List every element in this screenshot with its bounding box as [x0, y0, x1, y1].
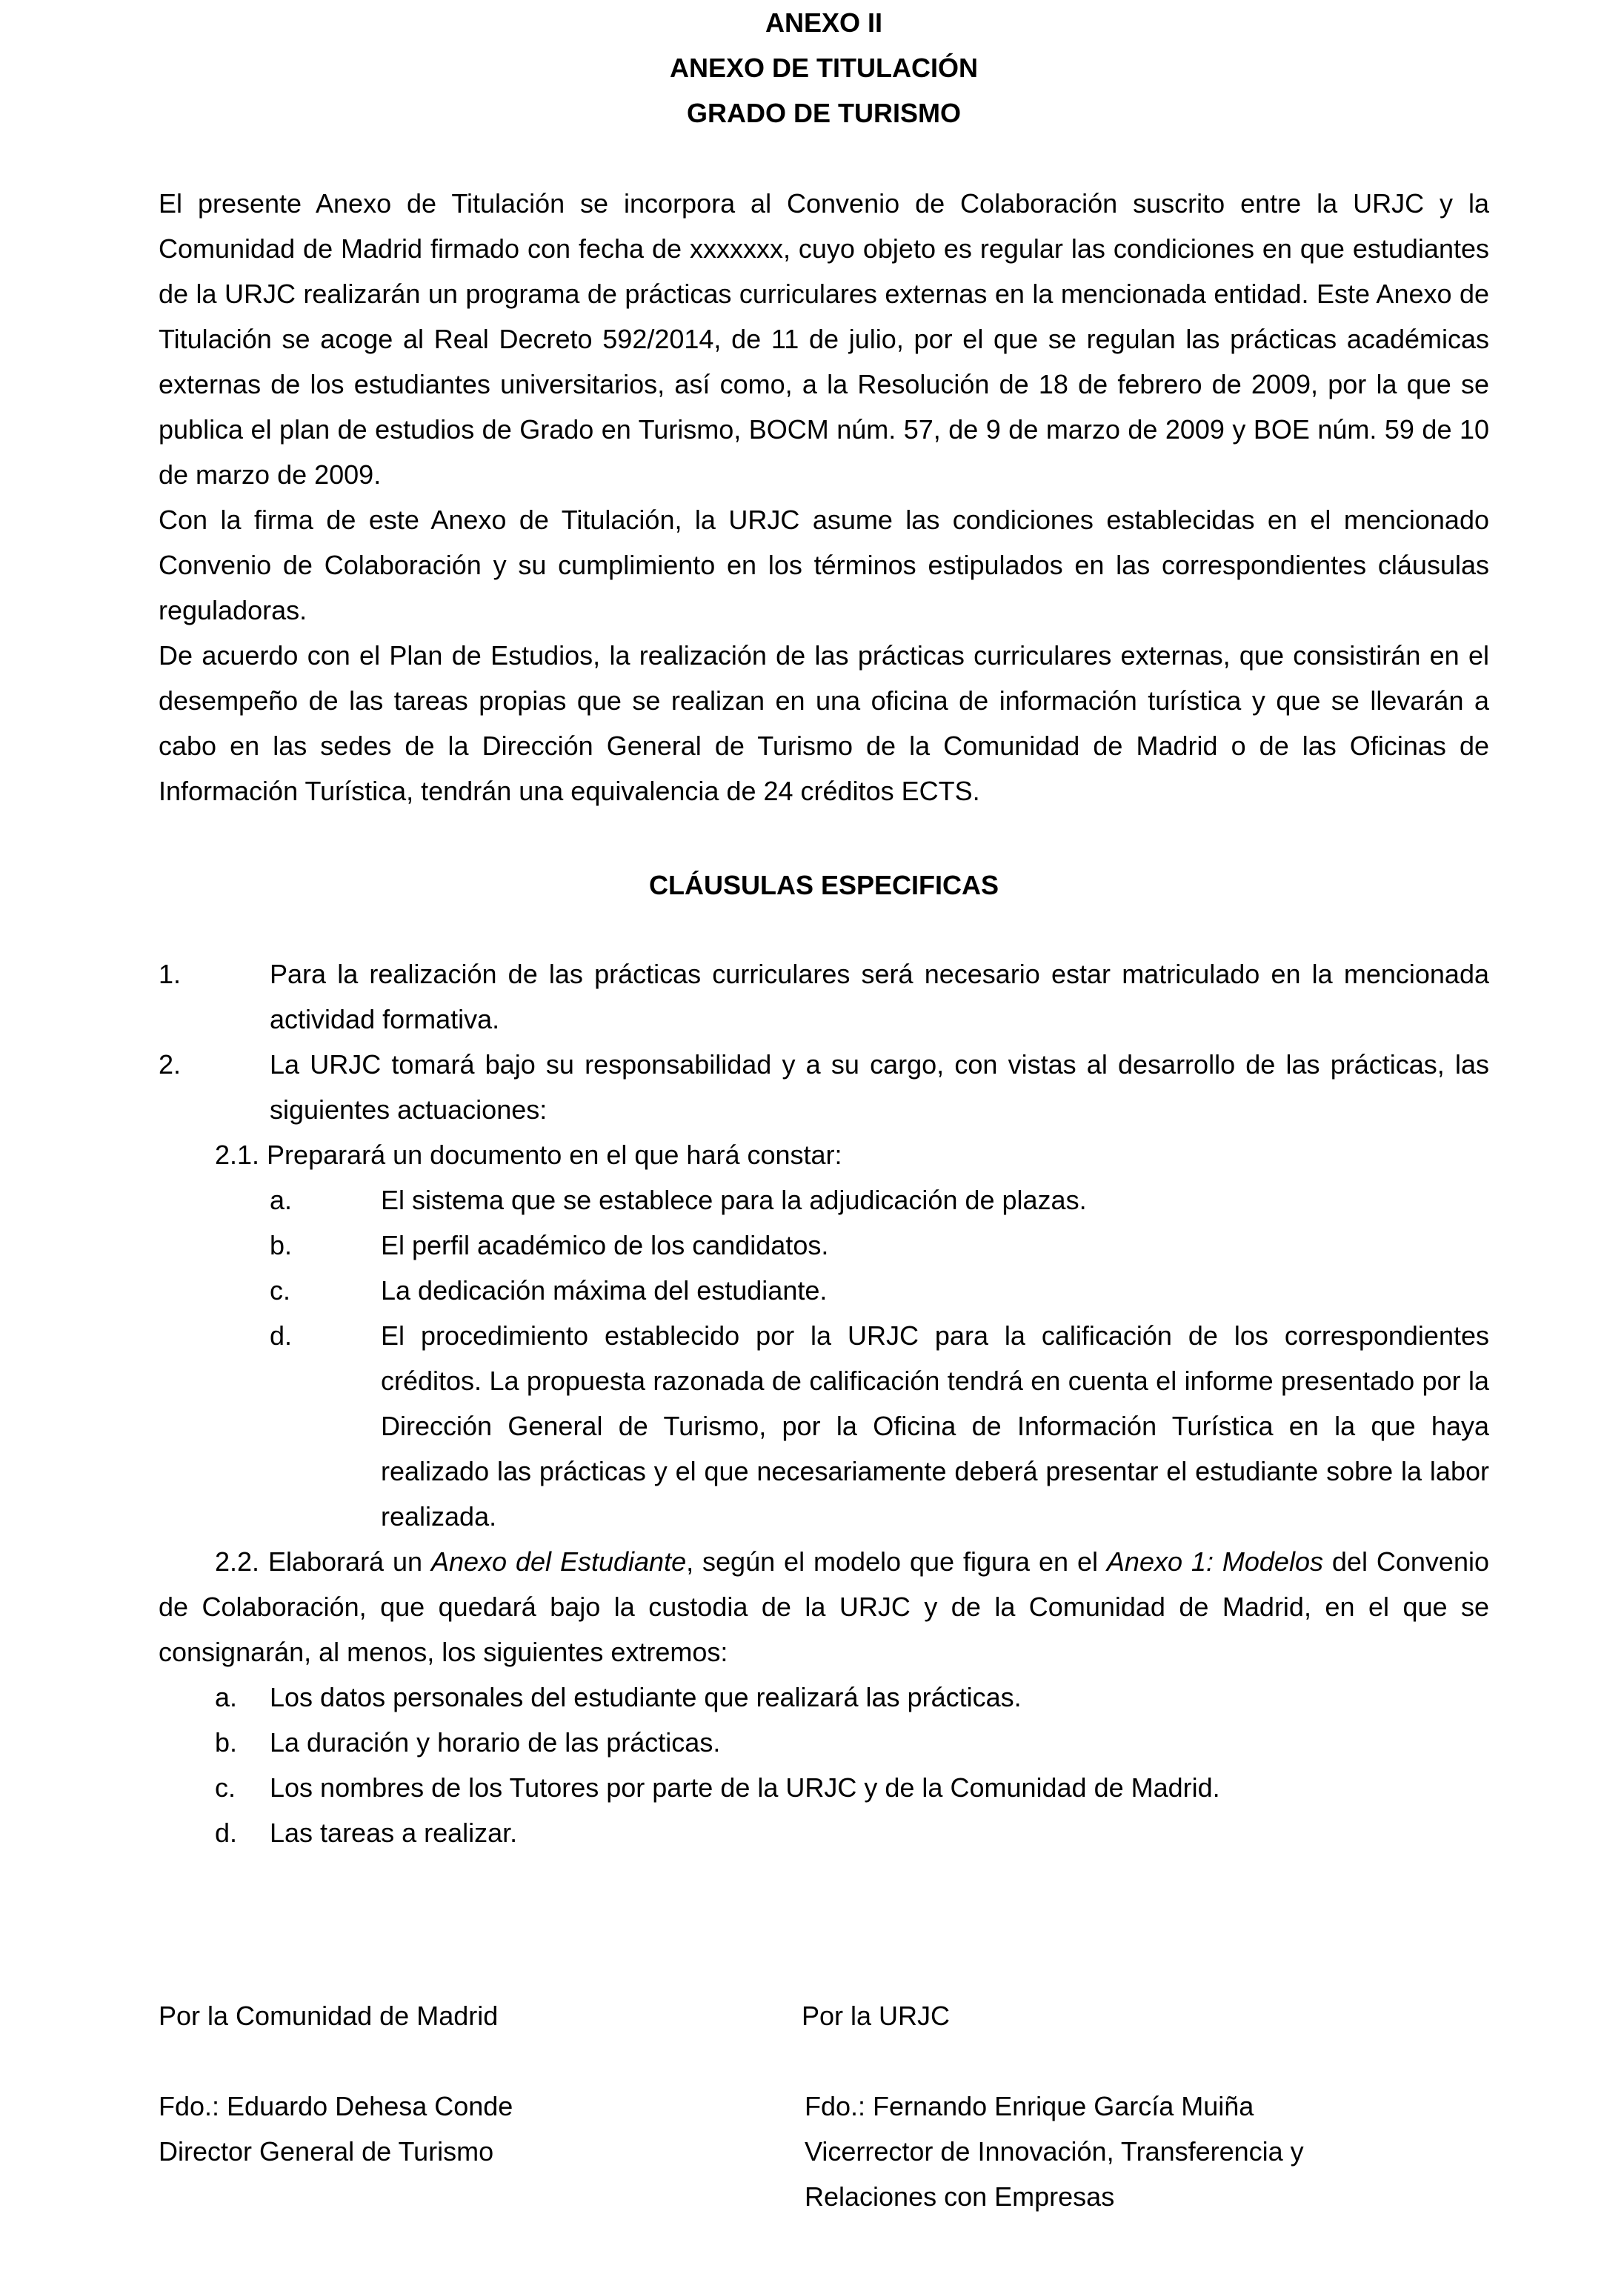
clause-text: Para la realización de las prácticas curriculares será necesario estar matriculado en la mencionada actividad formativa.: [270, 959, 1489, 1034]
title-degree: GRADO DE TURISMO: [686, 98, 961, 128]
intro-paragraph: Con la firma de este Anexo de Titulación, la URJC asume las condiciones establecidas en el mencionado Convenio de Colaboración y su cumplimiento en los términos estipulados en las correspondientes cláusulas reguladoras.: [159, 505, 1489, 625]
text-fragment-italic: Anexo 1: Modelos: [1106, 1546, 1323, 1577]
item-letter: b.: [270, 1230, 293, 1260]
clause-item: [159, 951, 1489, 1042]
subclause-2-1: 2.1. Preparará un documento en el que hará constar:: [215, 1140, 842, 1170]
item-text: El sistema que se establece para la adjudicación de plazas.: [381, 1185, 1087, 1215]
item-text: La duración y horario de las prácticas.: [270, 1727, 721, 1758]
item-letter: c.: [215, 1772, 236, 1803]
item-text: El procedimiento establecido por la URJC para la calificación de los correspondientes créditos. La propuesta razonada de calificación tendrá en cuenta el informe presentado por la Dirección General de Turismo, por la Oficina de Información Turística en la que haya realizado las prácticas y el que necesariamente deberá presentar el estudiante sobre la labor realizada.: [381, 1320, 1489, 1532]
clause-item: [159, 1042, 1489, 1132]
subclause-item: [159, 1675, 1489, 1720]
item-letter: a.: [270, 1185, 293, 1215]
subclause-item: [159, 1177, 1489, 1223]
subclause-item: [159, 1268, 1489, 1313]
title-annex: ANEXO II: [765, 7, 883, 38]
subclause-item: [159, 1313, 1489, 1539]
item-letter: d.: [215, 1818, 238, 1848]
intro-paragraph: De acuerdo con el Plan de Estudios, la realización de las prácticas curriculares externas, que consistirán en el desempeño de las tareas propias que se realizan en una oficina de información turística y que se llevarán a cabo en las sedes de la Dirección General de Turismo de la Comunidad de Madrid o de las Oficinas de Información Turística, tendrán una equivalencia de 24 créditos ECTS.: [159, 640, 1489, 806]
signatory-left-entity: Por la Comunidad de Madrid: [159, 2001, 499, 2031]
subclause-2-2: [159, 1539, 1489, 1675]
clause-text: La URJC tomará bajo su responsabilidad y a su cargo, con vistas al desarrollo de las prácticas, las siguientes actuaciones:: [270, 1049, 1489, 1125]
item-text: Los datos personales del estudiante que realizará las prácticas.: [270, 1682, 1022, 1712]
clauses-heading: CLÁUSULAS ESPECIFICAS: [648, 870, 999, 900]
intro-paragraph: El presente Anexo de Titulación se incorpora al Convenio de Colaboración suscrito entre la URJC y la Comunidad de Madrid firmado con fecha de xxxxxxx, cuyo objeto es regular las condiciones en que estudiantes de la URJC realizarán un programa de prácticas curriculares externas en la mencionada entidad. Este Anexo de Titulación se acoge al Real Decreto 592/2014, de 11 de julio, por el que se regulan las prácticas académicas externas de los estudiantes universitarios, así como, a la Resolución de 18 de febrero de 2009, por la que se publica el plan de estudios de Grado en Turismo, BOCM núm. 57, de 9 de marzo de 2009 y BOE núm. 59 de 10 de marzo de 2009.: [159, 188, 1489, 490]
subclause-item: [159, 1765, 1489, 1810]
signatory-left-role: Director General de Turismo: [159, 2136, 494, 2167]
signatory-right-role-cont: Relaciones con Empresas: [805, 2181, 1115, 2212]
text-fragment: del Convenio de Colaboración, que quedará bajo la custodia de la URJC y de la Comunidad de Madrid, en el que se consignarán, al menos, los siguientes extremos:: [159, 1546, 1489, 1667]
item-text: Los nombres de los Tutores por parte de la URJC y de la Comunidad de Madrid.: [270, 1772, 1220, 1803]
item-letter: b.: [215, 1727, 238, 1758]
document-page: [159, 0, 1489, 1855]
item-text: El perfil académico de los candidatos.: [381, 1230, 829, 1260]
text-fragment-italic: Anexo del Estudiante: [430, 1546, 687, 1577]
item-text: Las tareas a realizar.: [270, 1818, 518, 1848]
item-text: La dedicación máxima del estudiante.: [381, 1275, 828, 1306]
signatory-right-entity: Por la URJC: [802, 2001, 951, 2031]
subclause-item: [159, 1223, 1489, 1268]
text-fragment: , según el modelo que figura en el: [686, 1546, 1107, 1577]
signatory-right-name: Fdo.: Fernando Enrique García Muiña: [805, 2091, 1254, 2121]
subclause-item: [159, 1720, 1489, 1765]
text-fragment: 2.2. Elaborará un: [215, 1546, 431, 1577]
item-letter: a.: [215, 1682, 238, 1712]
signatory-left-name: Fdo.: Eduardo Dehesa Conde: [159, 2091, 513, 2121]
item-letter: d.: [270, 1320, 293, 1351]
clause-number: 1.: [159, 959, 182, 989]
clause-number: 2.: [159, 1049, 182, 1080]
signatory-right-role: Vicerrector de Innovación, Transferencia y: [805, 2136, 1304, 2167]
title-annex-titulacion: ANEXO DE TITULACIÓN: [669, 53, 978, 83]
subclause-item: [159, 1810, 1489, 1855]
item-letter: c.: [270, 1275, 291, 1306]
